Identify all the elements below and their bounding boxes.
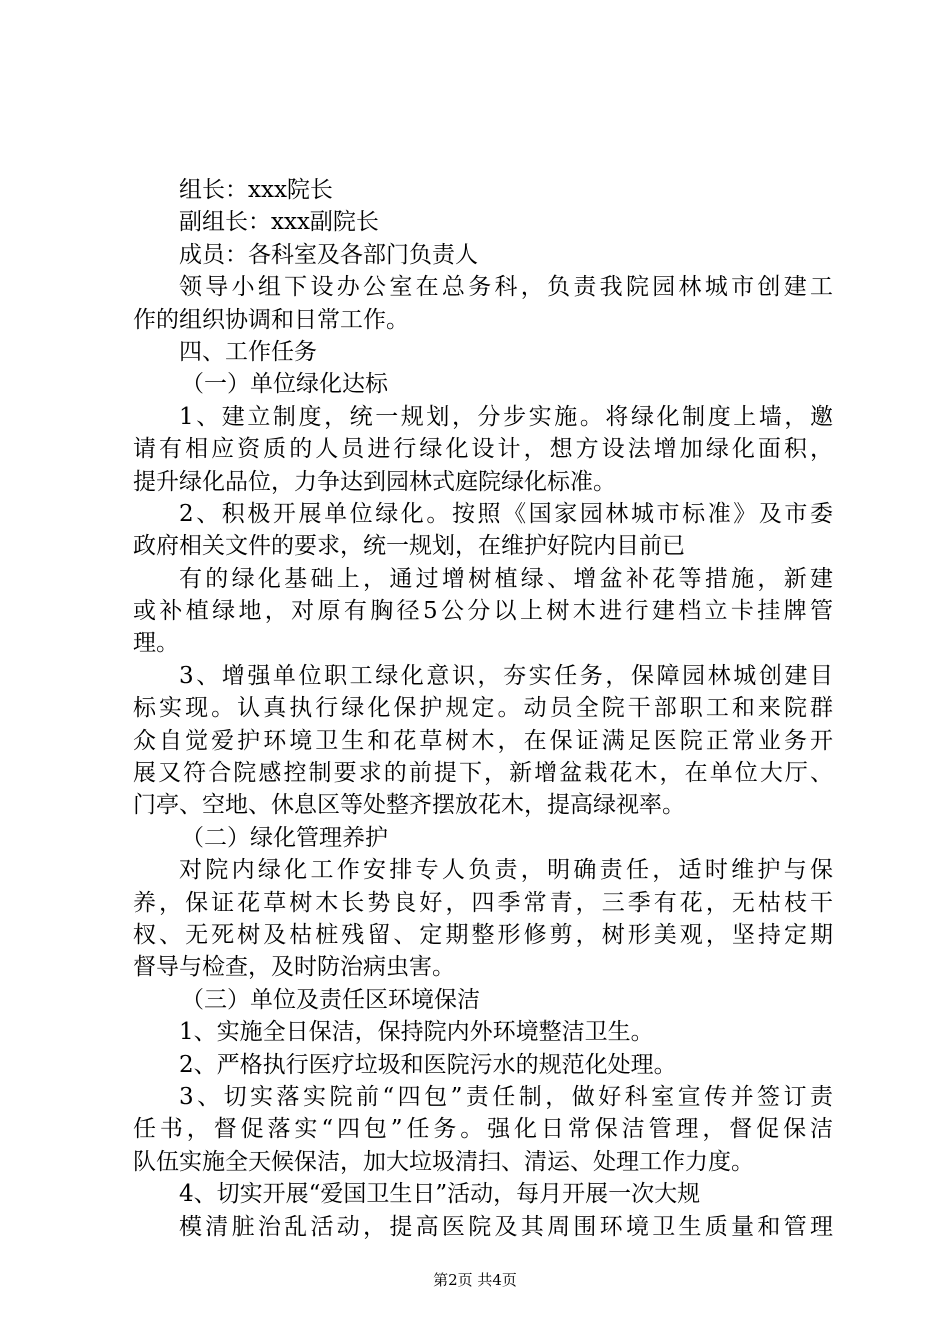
paragraph-line: 督导与检查，及时防治病虫害。 bbox=[133, 954, 455, 981]
paragraph-line: 3、切实落实院前“四包”责任制，做好科室宣传并签订责 bbox=[179, 1083, 833, 1110]
subsection-heading: （三）单位及责任区环境保洁 bbox=[181, 986, 480, 1013]
paragraph-line: 队伍实施全天候保洁，加大垃圾清扫、清运、处理工作力度。 bbox=[133, 1148, 754, 1175]
paragraph-line: 请有相应资质的人员进行绿化设计，想方设法增加绿化面积， bbox=[133, 436, 833, 463]
paragraph-line: 2、积极开展单位绿化。按照《国家园林城市标准》及市委 bbox=[179, 500, 833, 527]
paragraph-line: 模清脏治乱活动，提高医院及其周围环境卫生质量和管理 bbox=[179, 1213, 833, 1240]
subsection-heading: （二）绿化管理养护 bbox=[181, 824, 388, 851]
text-line: 成员：各科室及各部门负责人 bbox=[179, 241, 478, 268]
paragraph-line: 任书，督促落实“四包”任务。强化日常保洁管理，督促保洁 bbox=[133, 1116, 833, 1143]
paragraph-line: 作的组织协调和日常工作。 bbox=[133, 306, 409, 333]
paragraph-line: 养，保证花草树木长势良好，四季常青，三季有花，无枯枝干 bbox=[133, 889, 833, 916]
paragraph-line: 3、增强单位职工绿化意识，夯实任务，保障园林城创建目 bbox=[179, 662, 833, 689]
paragraph-line: 标实现。认真执行绿化保护规定。动员全院干部职工和来院群 bbox=[133, 695, 833, 722]
text-line: 副组长：xxx副院长 bbox=[179, 209, 379, 236]
paragraph-line: 1、实施全日保洁，保持院内外环境整洁卫生。 bbox=[179, 1019, 654, 1046]
paragraph-line: 提升绿化品位，力争达到园林式庭院绿化标准。 bbox=[133, 468, 616, 495]
paragraph-line: 对院内绿化工作安排专人负责，明确责任，适时维护与保 bbox=[179, 857, 833, 884]
page-footer: 第2页 共4页 bbox=[433, 1271, 517, 1289]
paragraph-line: 众自觉爱护环境卫生和花草树木，在保证满足医院正常业务开 bbox=[133, 727, 833, 754]
paragraph-line: 1、建立制度，统一规划，分步实施。将绿化制度上墙，邀 bbox=[179, 403, 833, 430]
text-line: 组长：xxx院长 bbox=[179, 177, 333, 203]
paragraph-line: 理。 bbox=[133, 630, 179, 657]
paragraph-line: 展又符合院感控制要求的前提下，新增盆栽花木，在单位大厅、 bbox=[133, 760, 833, 787]
paragraph-line: 政府相关文件的要求，统一规划，在维护好院内目前已 bbox=[133, 533, 685, 560]
paragraph-line: 领导小组下设办公室在总务科，负责我院园林城市创建工 bbox=[179, 274, 833, 301]
paragraph-line: 或补植绿地，对原有胸径5公分以上树木进行建档立卡挂牌管 bbox=[133, 598, 833, 625]
paragraph-line: 4、切实开展“爱国卫生日”活动，每月开展一次大规 bbox=[179, 1181, 701, 1208]
section-heading: 四、工作任务 bbox=[179, 338, 317, 365]
document-body bbox=[133, 174, 833, 1243]
paragraph-line: 2、严格执行医疗垃圾和医院污水的规范化处理。 bbox=[179, 1051, 677, 1078]
paragraph-line: 门亭、空地、休息区等处整齐摆放花木，提高绿视率。 bbox=[133, 792, 685, 819]
paragraph-line: 杈、无死树及枯桩残留、定期整形修剪，树形美观，坚持定期 bbox=[133, 921, 833, 948]
paragraph-line: 有的绿化基础上，通过增树植绿、增盆补花等措施，新建 bbox=[179, 565, 833, 592]
subsection-heading: （一）单位绿化达标 bbox=[181, 371, 388, 398]
